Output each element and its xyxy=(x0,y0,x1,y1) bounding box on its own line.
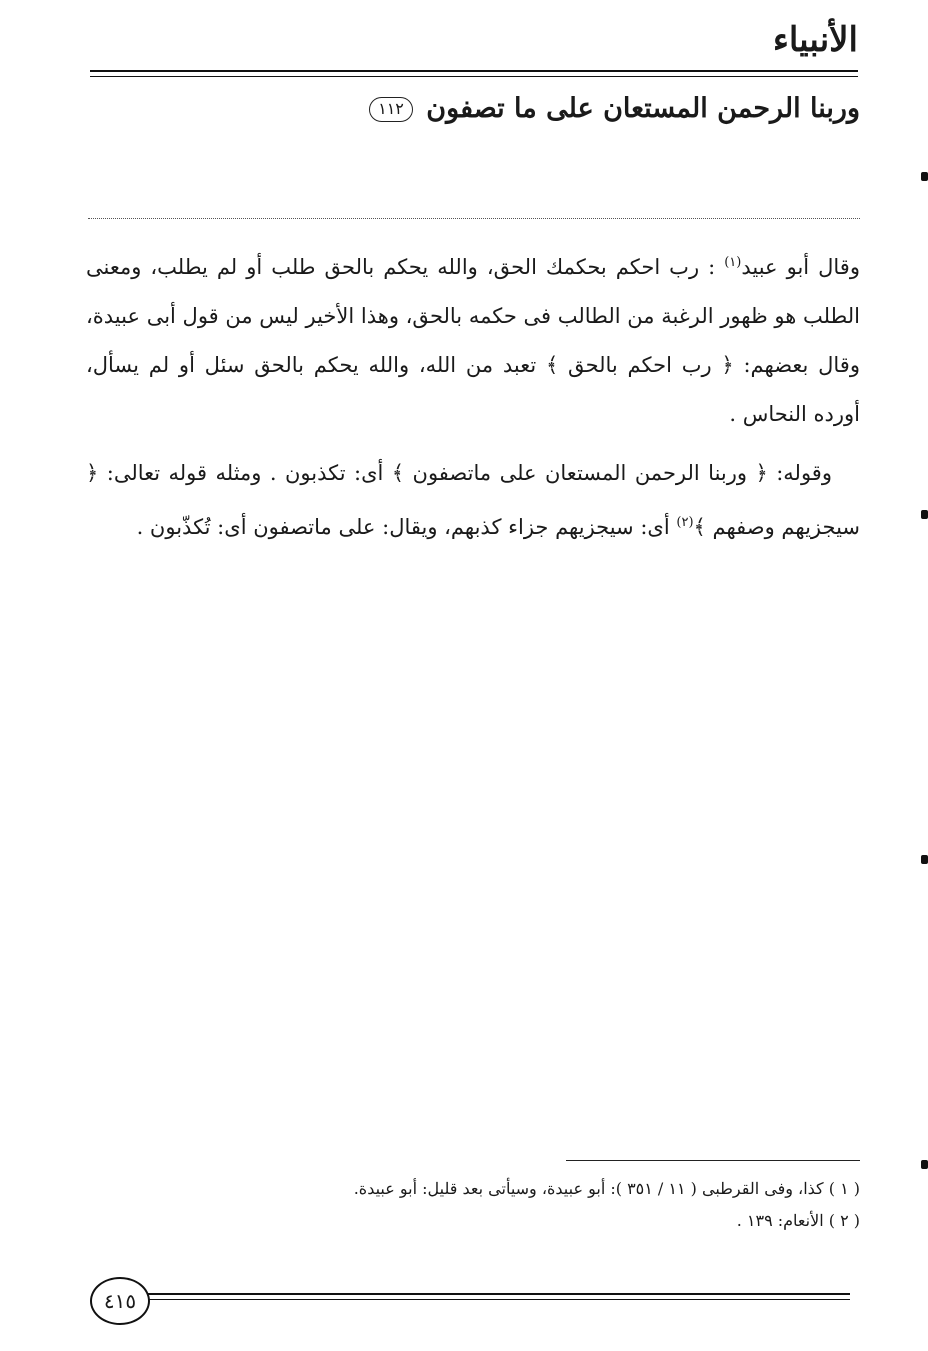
scan-margin-mark xyxy=(921,855,928,864)
scan-margin-mark xyxy=(921,1160,928,1169)
paragraph xyxy=(86,238,860,439)
paragraph-text: : رب احكم بحكمك الحق، والله يحكم بالحق طلب أو لم يطلب، ومعنى الطلب هو ظهور الرغبة من الطالب فى حكمه بالحق، وهذا الأخير ليس من قول أبى عبيدة، وقال بعضهم: ﴿ رب احكم بالحق ﴾ تعبد من الله، والله يحكم بالحق سئل أو لم يسأل، أورده النحاس . xyxy=(86,255,860,426)
footnote: ( ١ ) كذا، وفى القرطبى ( ١١ / ٣٥١ ): أبو عبيدة، وسيأتى بعد قليل: أبو عبيدة. xyxy=(353,1179,860,1198)
footnotes xyxy=(80,1173,860,1237)
paragraph-text: وقوله: ﴿ وربنا الرحمن المستعان على ماتصفون ﴾ أى: تكذبون . ومثله قوله تعالى: ﴿ سيجزيهم وصفهم ﴾ xyxy=(86,461,860,539)
quran-verse xyxy=(70,90,860,128)
paragraph-text: وقال أبو عبيد xyxy=(741,255,860,279)
header-rule xyxy=(90,70,858,72)
footnote: ( ٢ ) الأنعام: ١٣٩ . xyxy=(736,1211,860,1230)
footnote-reference: (٢) xyxy=(676,515,694,530)
commentary-text xyxy=(86,238,860,562)
page-number: ٤١٥ xyxy=(90,1277,150,1325)
footnote-rule xyxy=(566,1160,860,1161)
section-divider xyxy=(88,218,860,219)
footnote-reference: (١) xyxy=(724,255,742,270)
footer-rule-thin xyxy=(144,1299,850,1300)
footer-rule xyxy=(144,1293,850,1295)
paragraph xyxy=(86,449,860,552)
verse-text: وربنا الرحمن المستعان على ما تصفون xyxy=(426,93,860,124)
paragraph-text: أى: سيجزيهم جزاء كذبهم، ويقال: على ماتصفون أى: تُكذّبون . xyxy=(136,515,670,539)
verse-number-marker: ١١٢ xyxy=(369,97,413,121)
header-rule-thin xyxy=(90,76,858,77)
scan-margin-mark xyxy=(921,172,928,181)
scan-margin-mark xyxy=(921,510,928,519)
surah-title: الأنبياء xyxy=(772,20,858,60)
